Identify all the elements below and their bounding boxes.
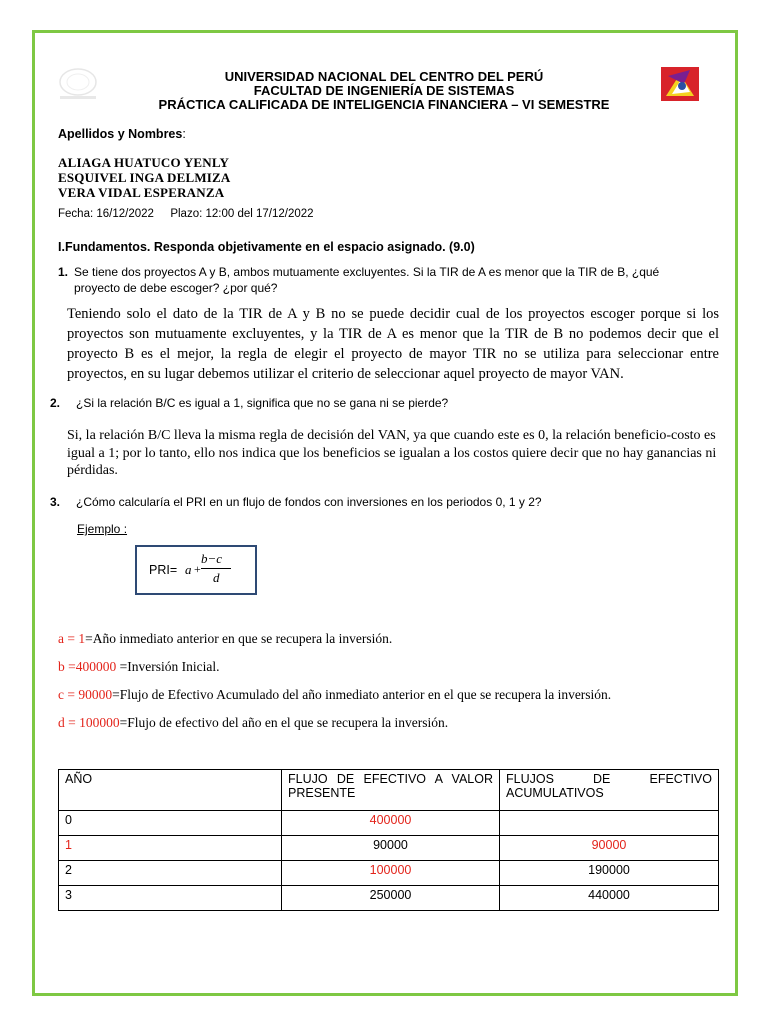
university-title: UNIVERSIDAD NACIONAL DEL CENTRO DEL PERÚ [224,69,544,84]
table-cell: 2 [59,861,282,886]
table-cell: 1 [59,836,282,861]
table-row [59,836,719,861]
table-cell: 250000 [282,886,500,911]
pri-formula: PRI= a + b−c d [135,545,257,595]
table-cell [500,811,719,836]
example-label: Ejemplo : [77,522,128,536]
faculty-title: FACULTAD DE INGENIERÍA DE SISTEMAS [253,83,515,98]
header-cell: FLUJOS DE EFECTIVO ACUMULATIVOS [500,770,719,811]
question-1: 1. Se tiene dos proyectos A y B, ambos mutuamente excluyentes. Si la TIR de A es menor que la TIR de B, ¿qué proyecto de debe escoger? ¿por qué? [58,265,660,295]
student-name: ALIAGA HUATUCO YENLY [58,155,230,170]
answer-1: Teniendo solo el dato de la TIR de A y B no se puede decidir cual de los proyectos escoger porque si los proyectos son mutuamente excluyentes, y la TIR de A es menor que la TIR de B no podemos decir que el proyecto B es el mejor, la regla de elegir el proyecto de mayor TIR no se utiliza para seleccionar entre proyectos, en su lugar debemos utilizar el criterio de seleccionar aquel proyecto de mayor VAN. [67,306,719,382]
table-row [59,861,719,886]
answer-2: Si, la relación B/C lleva la misma regla de decisión del VAN, ya que cuando este es 0, la relación beneficio-costo es igual a 1; por lo tanto, ello nos indica que los beneficios se igualan a los costos quiere decir que no hay ganancias ni pérdidas. [67,428,717,478]
definition-c: c = 90000=Flujo de Efectivo Acumulado del año inmediato anterior en el que se recupera la inversión. [58,687,612,702]
table-cell: 3 [59,886,282,911]
table-cell: 400000 [282,811,500,836]
definition-a: a = 1=Año inmediato anterior en que se recupera la inversión. [58,631,393,646]
table-header-row [59,770,719,811]
definition-b: b =400000 =Inversión Inicial. [58,659,220,674]
table-cell: 440000 [500,886,719,911]
fecha: Fecha: 16/12/2022 [58,208,154,220]
student-names [58,155,231,200]
definition-d: d = 100000=Flujo de efectivo del año en el que se recupera la inversión. [58,715,449,730]
section-title: I.Fundamentos. Responda objetivamente en el espacio asignado. (9.0) [58,240,475,254]
header-cell: FLUJO DE EFECTIVO A VALOR PRESENTE [282,770,500,811]
plazo: Plazo: 12:00 del 17/12/2022 [170,208,314,220]
table-cell: 100000 [282,861,500,886]
table-cell: 90000 [282,836,500,861]
practice-title: PRÁCTICA CALIFICADA DE INTELIGENCIA FINANCIERA – VI SEMESTRE [158,97,610,112]
question-3: 3. ¿Cómo calcularía el PRI en un flujo de fondos con inversiones en los periodos 0, 1 y 2? [50,495,542,509]
table-cell: 0 [59,811,282,836]
table-row [59,886,719,911]
pri-table [58,769,719,911]
question-2: 2. ¿Si la relación B/C es igual a 1, significa que no se gana ni se pierde? [50,396,449,410]
table-cell: 90000 [500,836,719,861]
student-name: ESQUIVEL INGA DELMIZA [58,170,231,185]
table-cell: 190000 [500,861,719,886]
names-label: Apellidos y Nombres: [58,127,186,141]
table-row [59,811,719,836]
date-line [58,208,314,220]
student-name: VERA VIDAL ESPERANZA [58,185,225,200]
header-cell: AÑO [59,770,282,811]
